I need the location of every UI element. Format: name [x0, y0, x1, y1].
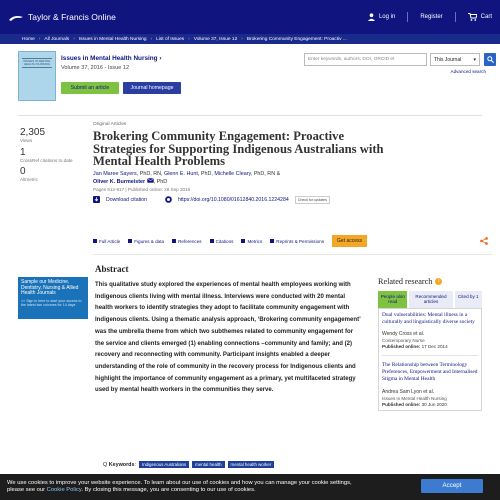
views-label: Views [20, 138, 33, 143]
doi-link[interactable]: https://doi.org/10.1080/01612840.2016.1224284 [177, 196, 289, 203]
journal-cover[interactable] [18, 51, 56, 101]
login-link[interactable] [368, 13, 395, 21]
related-article-journal: Issues in Mental Health Nursing [382, 395, 447, 401]
promo-banner[interactable] [18, 277, 88, 319]
email-icon[interactable] [147, 178, 154, 183]
check-for-updates-badge[interactable]: Check for updates [295, 196, 330, 204]
tab-references[interactable]: References [172, 239, 202, 244]
breadcrumb-current: Brokering Community Engagement: Proactiv ... [246, 36, 347, 42]
related-tabs [378, 291, 482, 308]
top-bar [0, 0, 500, 34]
register-link[interactable] [420, 14, 442, 20]
divider [93, 254, 493, 255]
keywords [103, 461, 274, 468]
crossref-count[interactable]: 1 [20, 146, 26, 158]
journal-homepage-button[interactable]: Journal homepage [123, 82, 181, 94]
search-scope-select[interactable] [430, 53, 480, 66]
cover-title: ISSUES IN MENTAL HEALTH NURSING [23, 59, 51, 67]
altmetric-count: 0 [20, 166, 26, 177]
list-item [382, 362, 478, 406]
list-icon [172, 239, 176, 243]
journal-header [0, 44, 500, 114]
crossref-label: CrossRef citations to date [20, 157, 73, 163]
promo-signin-text: >> Sign in here to start your access to the latest two volumes for 14 days [21, 298, 82, 307]
related-article-date: Published online: 17 Dec 2014 [382, 344, 448, 350]
keyword-tag[interactable]: Indigenous Australians [139, 461, 189, 468]
cart-link[interactable] [468, 13, 492, 21]
breadcrumb-all-journals[interactable]: All Journals [44, 36, 70, 42]
logo-text: Taylor & Francis Online [28, 12, 116, 22]
related-article-author: Wendy Cross et al. [382, 331, 425, 338]
breadcrumb-issue[interactable]: Volume 37, Issue 12 [193, 36, 238, 42]
tab-recommended[interactable]: Recommended articles [409, 291, 452, 308]
promo-headline: Sample our Medicine, Dentistry, Nursing & Allied Health Journals [21, 279, 79, 297]
tab-metrics[interactable]: Metrics [241, 239, 262, 244]
info-icon[interactable]: i [435, 278, 442, 285]
cart-icon [468, 13, 477, 21]
tab-cited-by[interactable]: Cited by 1 [455, 291, 482, 308]
search-button[interactable] [484, 53, 496, 66]
views-count: 2,305 [20, 127, 46, 138]
printer-icon [270, 239, 274, 243]
keyword-tag[interactable]: mental health worker [228, 461, 275, 468]
related-article-date: Published online: 30 Jun 2020 [382, 401, 447, 407]
author-link[interactable]: Michelle Cleary [214, 170, 251, 177]
article-toolbar [93, 234, 493, 248]
related-article-title[interactable]: Dual vulnerabilities: Mental illness in a culturally and linguistically diverse society [382, 311, 475, 325]
bar-chart-icon [241, 239, 245, 243]
cookie-policy-link[interactable]: Cookie Policy [46, 487, 82, 493]
related-research [378, 277, 482, 411]
list-item [382, 312, 478, 350]
publication-info: Pages 912-917 | Published online: 28 Sep 2016 [93, 186, 191, 192]
accept-cookies-button[interactable]: Accept [421, 479, 483, 493]
author-link[interactable]: Glenn E. Hunt [164, 170, 198, 177]
tab-reprints[interactable]: Reprints & Permissions [270, 239, 324, 244]
download-citation-link[interactable]: Download citation [106, 196, 147, 203]
related-article-title[interactable]: The Relationship between Terminology Preferences, Empowerment and Internalised Stigma in Mental Health [382, 362, 478, 382]
author-link[interactable]: Jan Maree Sayers [93, 170, 137, 177]
abstract-heading: Abstract [95, 264, 129, 274]
keywords-label: Q Keywords: [103, 461, 136, 468]
keyword-tag[interactable]: mental health [192, 461, 224, 468]
search-input[interactable]: Enter keywords, authors, DOI, ORCID et [304, 53, 427, 66]
lamp-logo-icon [8, 12, 24, 22]
image-icon [128, 239, 132, 243]
breadcrumb-arrow-icon: › [241, 36, 243, 42]
cart-label: Cart [480, 14, 492, 20]
breadcrumb [0, 34, 500, 44]
search-scope-value: This Journal [434, 56, 462, 63]
breadcrumb-arrow-icon: › [188, 36, 190, 42]
abstract-text: This qualitative study explored the experiences of mental health employees working with Indigenous clients living with mental illness. Interviews were conducted with 20 mental health workers to identify strategies they adopt to facilitate community engagement with Indigenous clients. Using a thematic analysis approach, ‘Brokering community engagement’ was the umbrella theme from which two subthemes related to community engagement for the service and clients emerged (1) enabling connections –community and family; and (2) recovery and reconnecting with community. Participant insights enabled a deeper understanding of the role of community in the recovery process for Indigenous clients and highlight the importance of community engagement as a primary, yet multifaceted strategy used by mental health workers in the communities they serve. [95, 282, 361, 394]
get-access-button[interactable]: Get access [332, 235, 367, 247]
quote-icon [210, 239, 214, 243]
breadcrumb-journal[interactable]: Issues in Mental Health Nursing [78, 36, 147, 42]
abstract-section [95, 264, 361, 397]
related-list [378, 308, 482, 411]
user-icon [368, 13, 375, 21]
divider [455, 12, 456, 22]
tab-people-also-read[interactable]: People also read [378, 291, 407, 308]
cookie-text: We use cookies to improve your website experience. To learn about our use of cookies and how you can manage your cookie settings, please see our Cookie Policy. By closing this message, you are consenting to our use of cookies. [7, 480, 352, 493]
article-links [93, 196, 393, 204]
chevron-down-icon: ▾ [473, 56, 476, 63]
related-heading: Related research i [378, 277, 482, 286]
register-label: Register [420, 14, 443, 20]
download-icon [93, 196, 100, 203]
article-metrics [20, 124, 80, 183]
tab-citations[interactable]: Citations [210, 239, 234, 244]
advanced-search-link[interactable]: Advanced search [450, 69, 486, 74]
altmetric-label: Altmetric [20, 177, 38, 182]
cookie-banner [0, 474, 500, 500]
journal-volume: Volume 37, 2016 - Issue 12 [61, 65, 130, 71]
search-icon [487, 56, 494, 63]
article-type: Original Articles [93, 122, 127, 127]
breadcrumb-list-of-issues[interactable]: List of Issues [156, 36, 185, 42]
login-label: Log in [378, 14, 396, 20]
breadcrumb-home[interactable]: Home [22, 36, 35, 42]
divider [407, 12, 408, 22]
document-icon [93, 239, 97, 243]
tab-figures[interactable]: Figures & data [128, 239, 164, 244]
divider [18, 115, 482, 116]
submit-article-button[interactable]: Submit an article [61, 82, 119, 94]
breadcrumb-arrow-icon: › [150, 36, 153, 42]
doi-icon [165, 196, 172, 203]
author-list: Jan Maree Sayers, PhD, RN, Glenn E. Hunt, PhD, Michelle Cleary, PhD, RN & Oliver K. Burmeister , PhD [93, 170, 281, 185]
author-link[interactable]: Oliver K. Burmeister [93, 178, 146, 185]
related-article-author: Andrea Sam Lyon et al. [382, 388, 435, 395]
article-header [93, 122, 393, 204]
breadcrumb-arrow-icon: › [38, 36, 41, 42]
share-icon[interactable] [480, 237, 488, 245]
article-title: Brokering Community Engagement: Proactive Strategies for Supporting Indigenous Australians with Mental Health Problems [93, 129, 384, 168]
related-article-journal: Contemporary Nurse [382, 338, 425, 344]
divider [382, 355, 478, 356]
site-logo[interactable] [8, 12, 116, 22]
breadcrumb-arrow-icon: › [73, 36, 75, 42]
journal-title[interactable]: Issues in Mental Health Nursing › [61, 55, 162, 62]
tab-full-article[interactable]: Full Article [93, 239, 120, 244]
